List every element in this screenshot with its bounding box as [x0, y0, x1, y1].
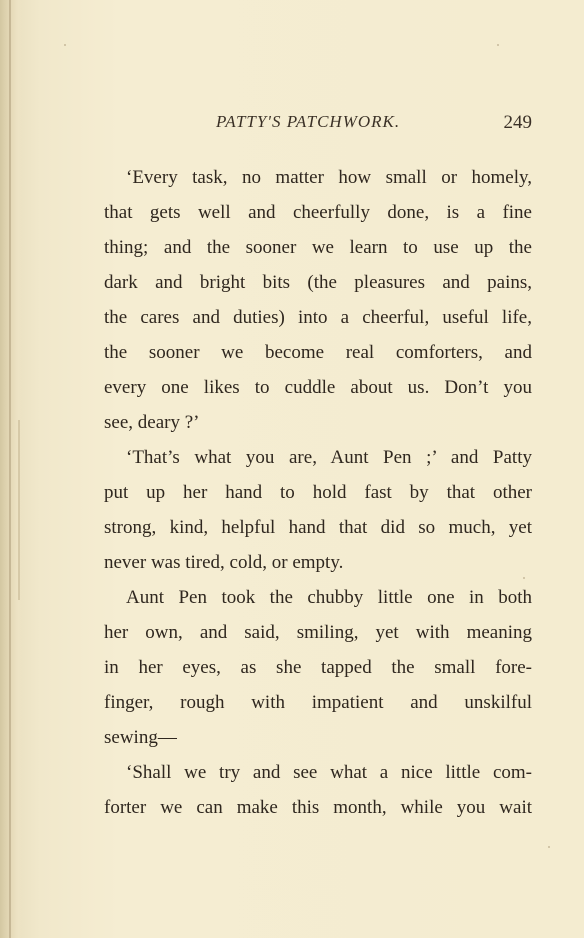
- text-line: sewing—: [104, 727, 177, 748]
- text-line: that gets well and cheerfully done, is a fine: [104, 202, 532, 223]
- paper-speck: [548, 846, 550, 848]
- page-gutter: [0, 0, 26, 938]
- paper-speck: [497, 44, 499, 46]
- text-line: Aunt Pen took the chubby little one in both: [126, 587, 532, 608]
- text-line: the cares and duties) into a cheerful, useful life,: [104, 307, 532, 328]
- running-head: PATTY'S PATCHWORK.: [216, 112, 401, 131]
- body-text: [104, 160, 532, 825]
- text-line: ‘That’s what you are, Aunt Pen ;’ and Patty: [126, 447, 532, 468]
- page-header: [104, 112, 532, 140]
- text-line: see, deary ?’: [104, 412, 200, 433]
- text-line: ‘Every task, no matter how small or homely,: [126, 167, 532, 188]
- text-line: thing; and the sooner we learn to use up the: [104, 237, 532, 258]
- text-line: her own, and said, smiling, yet with meaning: [104, 622, 532, 643]
- text-line: the sooner we become real comforters, and: [104, 342, 532, 363]
- text-line: in her eyes, as she tapped the small fore-: [104, 657, 532, 678]
- text-line: strong, kind, helpful hand that did so much, yet: [104, 517, 532, 538]
- text-line: every one likes to cuddle about us. Don’t you: [104, 377, 532, 398]
- text-line: put up her hand to hold fast by that other: [104, 482, 532, 503]
- paper-speck: [64, 44, 66, 46]
- text-line: finger, rough with impatient and unskilful: [104, 692, 532, 713]
- page-number: 249: [503, 112, 532, 133]
- text-line: dark and bright bits (the pleasures and pains,: [104, 272, 532, 293]
- binding-shadow: [18, 420, 20, 600]
- text-line: forter we can make this month, while you wait: [104, 797, 532, 818]
- binding-edge: [9, 0, 11, 938]
- text-line: ‘Shall we try and see what a nice little com-: [126, 762, 532, 783]
- text-line: never was tired, cold, or empty.: [104, 552, 344, 573]
